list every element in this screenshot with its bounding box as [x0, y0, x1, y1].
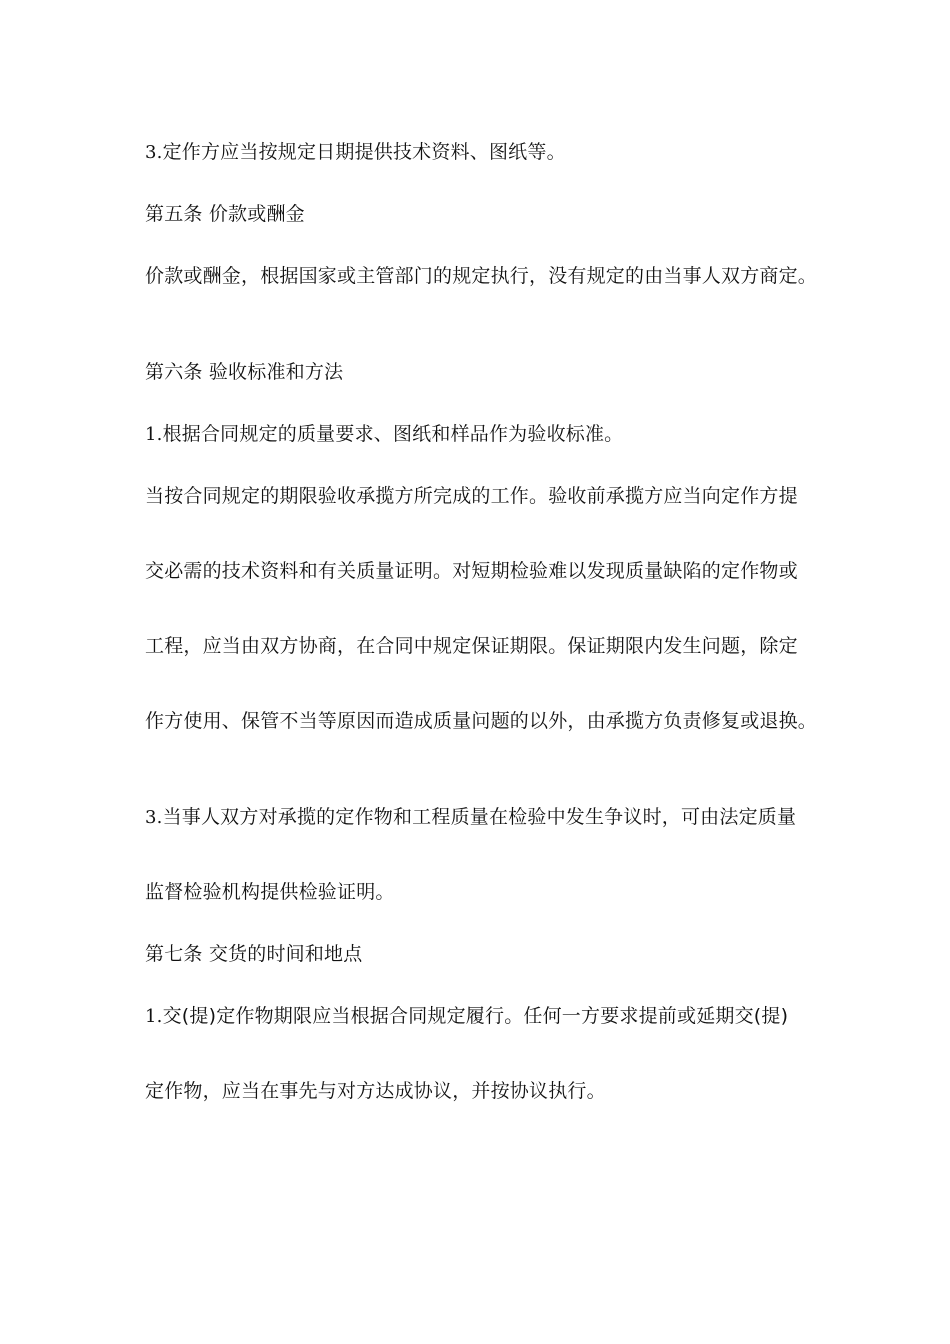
line-text: 第六条 验收标准和方法	[145, 361, 344, 383]
line-text: 工程，应当由双方协商，在合同中规定保证期限。保证期限内发生问题，除定	[145, 635, 798, 657]
article-6-item-3	[145, 804, 825, 831]
article-5-heading	[145, 201, 825, 227]
line-text: 根据合同规定的质量要求、图纸和样品作为验收标准。	[162, 423, 624, 445]
article-6-para-line-4	[145, 708, 825, 734]
line-text: 交(提)定作物期限应当根据合同规定履行。任何一方要求提前或延期交(提)	[162, 1005, 789, 1027]
article-6-item-3-cont	[145, 879, 825, 905]
article-6-heading	[145, 359, 825, 385]
line-text: 定作方应当按规定日期提供技术资料、图纸等。	[162, 141, 566, 163]
article-6-para-line-1	[145, 483, 825, 509]
article-7-item-1-cont	[145, 1078, 825, 1104]
article-7-heading	[145, 941, 825, 967]
article-6-para-line-2	[145, 558, 825, 584]
clause-4-item-3	[145, 139, 825, 166]
line-text: 第五条 价款或酬金	[145, 203, 305, 225]
article-6-item-1	[145, 421, 825, 448]
line-text: 定作物，应当在事先与对方达成协议，并按协议执行。	[145, 1080, 606, 1102]
line-text: 监督检验机构提供检验证明。	[145, 881, 395, 903]
item-number: 3.	[145, 807, 163, 828]
item-number: 1.	[145, 1006, 163, 1027]
line-text: 交必需的技术资料和有关质量证明。对短期检验难以发现质量缺陷的定作物或	[145, 560, 798, 582]
line-text: 当事人双方对承揽的定作物和工程质量在检验中发生争议时，可由法定质量	[162, 806, 797, 828]
item-number: 1.	[145, 424, 163, 445]
article-7-item-1	[145, 1003, 825, 1030]
article-6-para-line-3	[145, 633, 825, 659]
line-text: 价款或酬金，根据国家或主管部门的规定执行，没有规定的由当事人双方商定。	[145, 265, 818, 287]
line-text: 第七条 交货的时间和地点	[145, 943, 363, 965]
article-5-body	[145, 263, 825, 289]
line-text: 作方使用、保管不当等原因而造成质量问题的以外，由承揽方负责修复或退换。	[145, 710, 818, 732]
item-number: 3.	[145, 142, 163, 163]
line-text: 当按合同规定的期限验收承揽方所完成的工作。验收前承揽方应当向定作方提	[145, 485, 798, 507]
